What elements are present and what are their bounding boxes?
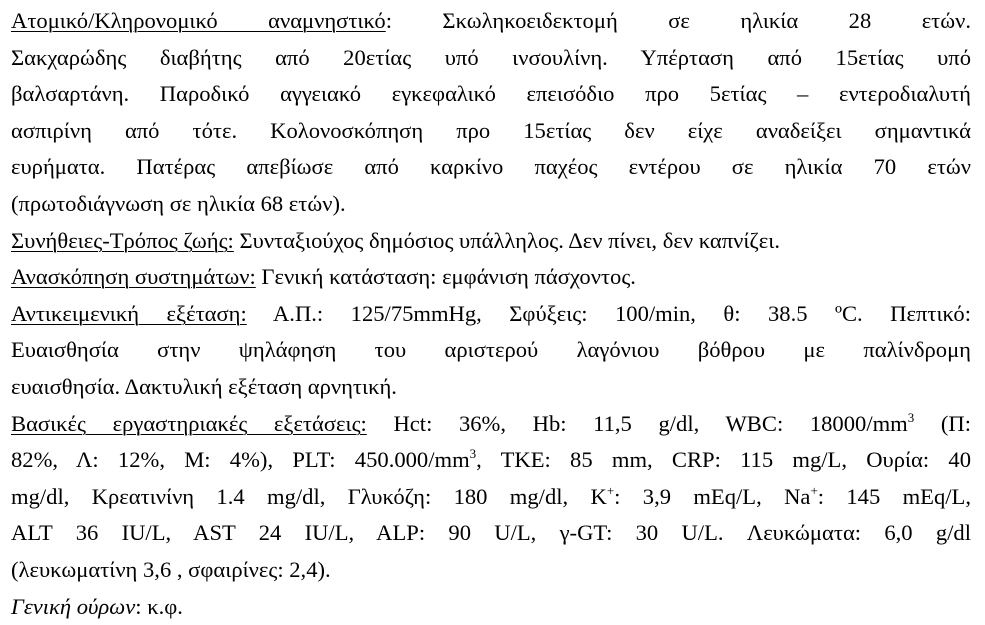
systems-heading: Ανασκόπηση συστημάτων: [11,264,256,289]
history-line-1 [11,3,971,40]
labs-text-3c: : 145 mEq/L, [818,484,971,509]
exam-line-1 [11,296,971,333]
urine-label: Γενική ούρων [11,594,135,619]
urine-line [11,589,971,625]
systems-line [11,259,971,296]
history-line-4: ασπιρίνη από τότε. Κολονοσκόπηση προ 15ετίας δεν είχε αναδείξει σημαντικά [11,113,971,150]
labs-heading: Βασικές εργαστηριακές εξετάσεις: [11,411,367,436]
labs-line-2 [11,442,971,479]
labs-superscript-3b: + [810,483,817,498]
labs-superscript-1: 3 [908,410,915,425]
history-line-3: βαλσαρτάνη. Παροδικό αγγειακό εγκεφαλικό επεισόδιο προ 5ετίας – εντεροδιαλυτή [11,76,971,113]
exam-line-2: Ευαισθησία στην ψηλάφηση του αριστερού λαγόνιου βόθρου με παλίνδρομη [11,332,971,369]
habits-text: Συνταξιούχος δημόσιος υπάλληλος. Δεν πίνει, δεν καπνίζει. [234,228,780,253]
habits-heading: Συνήθειες-Τρόπος ζωής: [11,228,234,253]
labs-line-1 [11,406,971,443]
habits-line [11,223,971,260]
labs-text-1a: Hct: 36%, Hb: 11,5 g/dl, WBC: 18000/mm [367,411,908,436]
labs-text-3b: : 3,9 mEq/L, Na [614,484,810,509]
labs-line-4: ALT 36 IU/L, AST 24 IU/L, ALP: 90 U/L, γ-GT: 30 U/L. Λευκώματα: 6,0 g/dl [11,515,971,552]
history-line-2: Σακχαρώδης διαβήτης από 20ετίας υπό ινσουλίνη. Υπέρταση από 15ετίας υπό [11,40,971,77]
labs-text-1b: (Π: [914,411,971,436]
labs-superscript-3a: + [607,483,614,498]
labs-line-3 [11,479,971,516]
history-text: : Σκωληκοειδεκτομή σε ηλικία 28 ετών. [386,8,971,33]
labs-superscript-2: 3 [470,446,477,461]
labs-text-3a: mg/dl, Κρεατινίνη 1.4 mg/dl, Γλυκόζη: 180 mg/dl, K [11,484,607,509]
systems-text: Γενική κατάσταση: εμφάνιση πάσχοντος. [256,264,636,289]
history-line-5: ευρήματα. Πατέρας απεβίωσε από καρκίνο παχέος εντέρου σε ηλικία 70 ετών [11,149,971,186]
clinical-case-document [11,3,971,625]
exam-heading: Αντικειμενική εξέταση: [11,301,247,326]
history-heading: Ατομικό/Κληρονομικό αναμνηστικό [11,8,386,33]
exam-line-3: ευαισθησία. Δακτυλική εξέταση αρνητική. [11,369,971,406]
history-line-6: (πρωτοδιάγνωση σε ηλικία 68 ετών). [11,186,971,223]
urine-text: : κ.φ. [135,594,183,619]
exam-text: Α.Π.: 125/75mmHg, Σφύξεις: 100/min, θ: 38.5 ºC. Πεπτικό: [247,301,971,326]
labs-text-2b: , TKE: 85 mm, CRP: 115 mg/L, Ουρία: 40 [476,447,971,472]
labs-line-5: (λευκωματίνη 3,6 , σφαιρίνες: 2,4). [11,552,971,589]
labs-text-2a: 82%, Λ: 12%, Μ: 4%), PLT: 450.000/mm [11,447,470,472]
